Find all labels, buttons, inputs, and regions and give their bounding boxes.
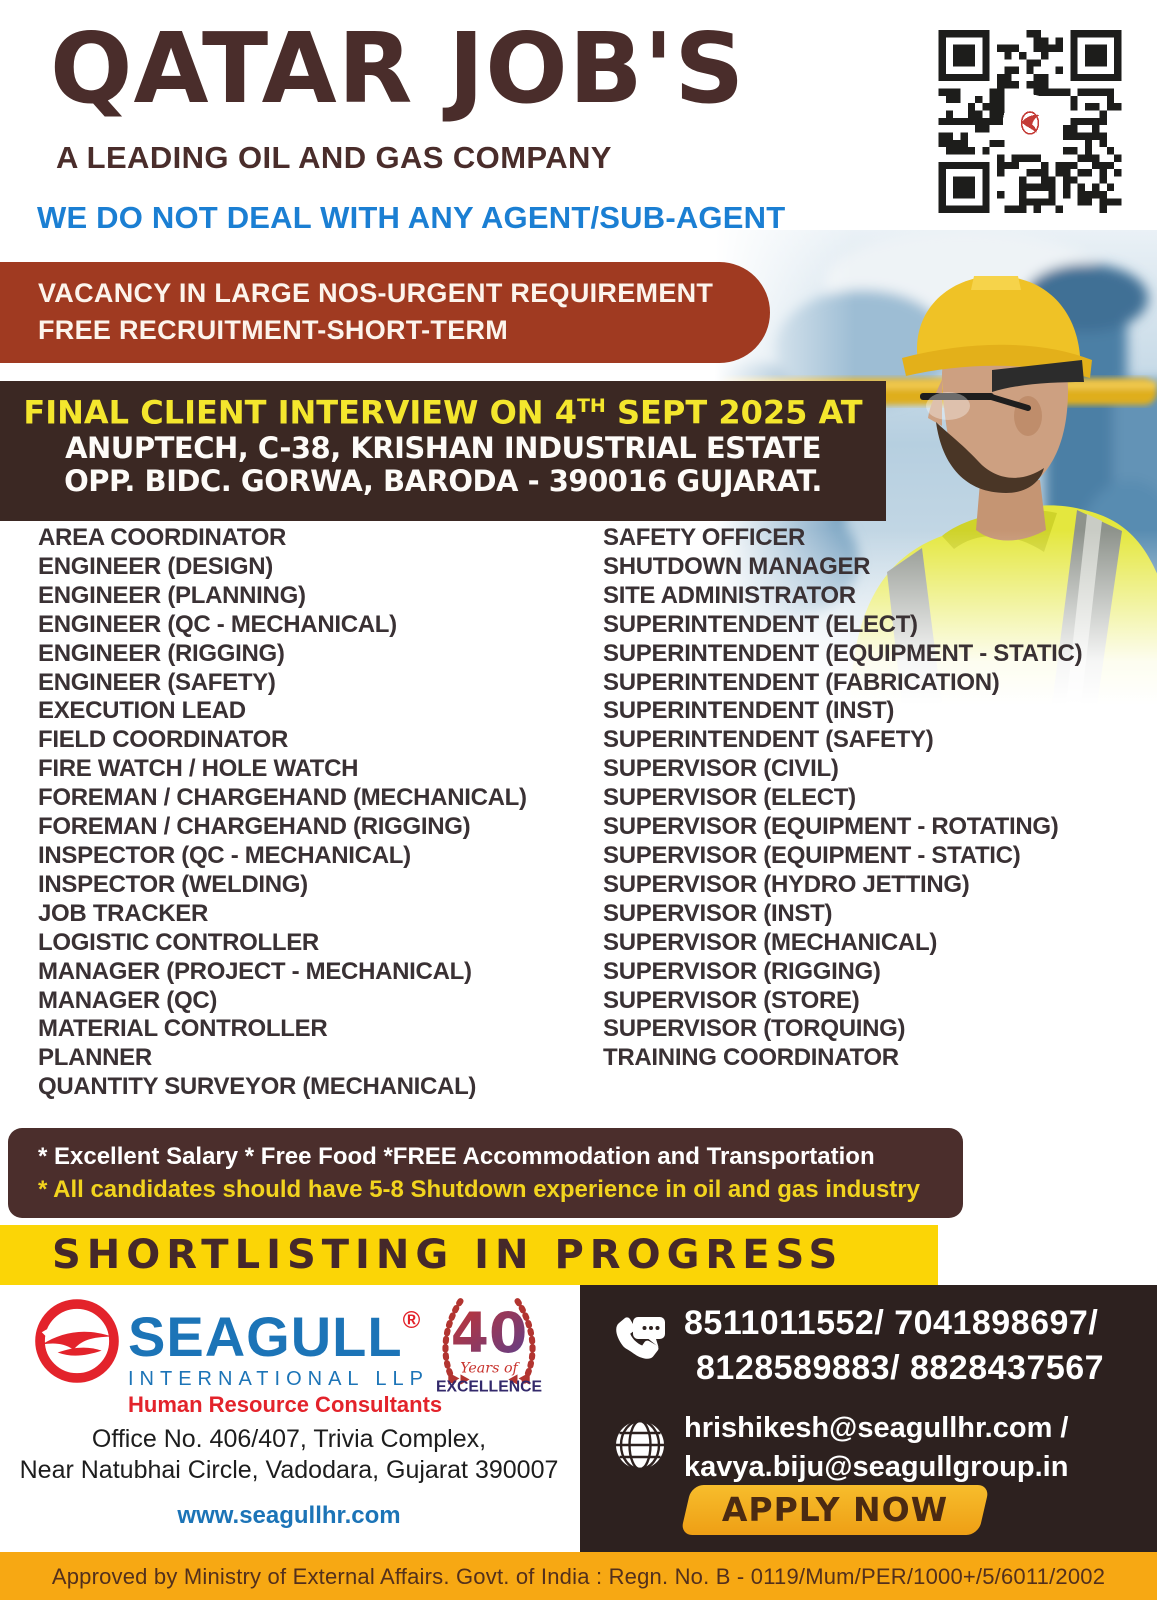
phone-numbers[interactable] bbox=[684, 1301, 1104, 1391]
job-item: FOREMAN / CHARGEHAND (MECHANICAL) bbox=[38, 784, 527, 812]
job-item: ENGINEER (PLANNING) bbox=[38, 581, 306, 609]
job-item: SUPERINTENDENT (SAFETY) bbox=[603, 726, 934, 754]
job-item: SUPERVISOR (CIVIL) bbox=[603, 755, 839, 783]
registered-trademark: ® bbox=[402, 1307, 422, 1334]
phone-line-2[interactable]: 8128589883/ 8828437567 bbox=[696, 1349, 1105, 1387]
website-link[interactable]: www.seagullhr.com bbox=[177, 1502, 401, 1529]
job-item: MANAGER (PROJECT - MECHANICAL) bbox=[38, 957, 472, 985]
job-item: SUPERVISOR (TORQUING) bbox=[603, 1015, 906, 1043]
job-item: SUPERINTENDENT (INST) bbox=[603, 697, 895, 725]
job-item: MANAGER (QC) bbox=[38, 986, 218, 1014]
job-item: ENGINEER (SAFETY) bbox=[38, 668, 276, 696]
job-item: JOB TRACKER bbox=[38, 899, 209, 927]
badge-years-of: Years of bbox=[460, 1360, 518, 1377]
job-item: SUPERVISOR (RIGGING) bbox=[603, 957, 881, 985]
address-line-2: Near Natubhai Circle, Vadodara, Gujarat 390007 bbox=[19, 1456, 559, 1484]
job-item: SUPERVISOR (INST) bbox=[603, 899, 833, 927]
job-item: FOREMAN / CHARGEHAND (RIGGING) bbox=[38, 813, 471, 841]
job-item: SUPERVISOR (MECHANICAL) bbox=[603, 928, 938, 956]
job-item: TRAINING COORDINATOR bbox=[603, 1044, 899, 1072]
approval-text: Approved by Ministry of External Affairs. Govt. of India : Regn. No. B - 0119/Mum/PER/1000+/5/6011/2002 bbox=[51, 1564, 1106, 1589]
company-name-sub: INTERNATIONAL LLP bbox=[128, 1368, 429, 1390]
job-item: ENGINEER (RIGGING) bbox=[38, 639, 285, 667]
job-item: ENGINEER (DESIGN) bbox=[38, 552, 273, 580]
job-item: FIELD COORDINATOR bbox=[38, 726, 289, 754]
perks-line-2: * All candidates should have 5-8 Shutdown experience in oil and gas industry bbox=[38, 1176, 920, 1203]
badge-number: 40 bbox=[450, 1301, 528, 1366]
interview-banner bbox=[0, 381, 886, 521]
job-item: QUANTITY SURVEYOR (MECHANICAL) bbox=[38, 1073, 477, 1101]
job-list-right bbox=[603, 524, 1082, 1073]
job-item: SUPERVISOR (EQUIPMENT - ROTATING) bbox=[603, 813, 1059, 841]
approval-footer bbox=[0, 1552, 1157, 1600]
address-line-1: Office No. 406/407, Trivia Complex, bbox=[91, 1425, 487, 1453]
job-item: SUPERVISOR (ELECT) bbox=[603, 784, 856, 812]
job-item: SHUTDOWN MANAGER bbox=[603, 552, 871, 580]
apply-now-button[interactable] bbox=[680, 1485, 990, 1535]
forty-years-badge bbox=[432, 1286, 546, 1416]
job-item: ENGINEER (QC - MECHANICAL) bbox=[38, 610, 397, 638]
interview-venue-line: ANUPTECH, C-38, KRISHAN INDUSTRIAL ESTATE bbox=[65, 430, 821, 465]
job-item: SUPERVISOR (HYDRO JETTING) bbox=[603, 870, 970, 898]
job-item: SUPERVISOR (EQUIPMENT - STATIC) bbox=[603, 841, 1021, 869]
job-item: INSPECTOR (WELDING) bbox=[38, 870, 308, 898]
job-item: SUPERINTENDENT (FABRICATION) bbox=[603, 668, 1000, 696]
globe-icon bbox=[612, 1417, 668, 1473]
contact-panel bbox=[580, 1285, 1157, 1552]
qr-code bbox=[933, 26, 1127, 217]
no-agent-disclaimer: WE DO NOT DEAL WITH ANY AGENT/SUB-AGENT bbox=[37, 200, 786, 235]
email-line-1[interactable]: hrishikesh@seagullhr.com / bbox=[684, 1412, 1069, 1444]
email-addresses[interactable] bbox=[684, 1409, 1068, 1487]
vacancy-line-2: FREE RECRUITMENT-SHORT-TERM bbox=[38, 315, 509, 345]
job-item: LOGISTIC CONTROLLER bbox=[38, 928, 319, 956]
job-list-left bbox=[38, 524, 527, 1102]
job-item: SUPERINTENDENT (ELECT) bbox=[603, 610, 918, 638]
job-item: FIRE WATCH / HOLE WATCH bbox=[38, 755, 359, 783]
company-type-subtitle: A LEADING OIL AND GAS COMPANY bbox=[56, 140, 612, 175]
job-item: SUPERINTENDENT (EQUIPMENT - STATIC) bbox=[603, 639, 1083, 667]
perks-line-1: * Excellent Salary * Free Food *FREE Accommodation and Transportation bbox=[38, 1143, 875, 1170]
email-line-2[interactable]: kavya.biju@seagullgroup.in bbox=[684, 1451, 1069, 1483]
office-address bbox=[0, 1424, 578, 1486]
job-item: SUPERVISOR (STORE) bbox=[603, 986, 860, 1014]
vacancy-banner bbox=[0, 262, 770, 363]
company-tagline: Human Resource Consultants bbox=[128, 1392, 443, 1417]
badge-excellence: EXCELLENCE bbox=[436, 1378, 542, 1396]
page-title: QATAR JOB'S bbox=[50, 12, 746, 125]
job-item: AREA COORDINATOR bbox=[38, 524, 287, 551]
interview-date-line: FINAL CLIENT INTERVIEW ON 4TH SEPT 2025 AT bbox=[23, 393, 863, 432]
job-item: MATERIAL CONTROLLER bbox=[38, 1015, 328, 1043]
phone-call-icon bbox=[608, 1309, 672, 1373]
job-item: EXECUTION LEAD bbox=[38, 697, 246, 725]
apply-now-label: APPLY NOW bbox=[721, 1490, 949, 1529]
vacancy-line-1: VACANCY IN LARGE NOS-URGENT REQUIREMENT bbox=[38, 278, 714, 308]
seagull-logo-icon bbox=[33, 1297, 121, 1385]
phone-line-1[interactable]: 8511011552/ 7041898697/ bbox=[684, 1304, 1099, 1342]
status-banner-text: SHORTLISTING IN PROGRESS bbox=[52, 1232, 844, 1278]
interview-city-line: OPP. BIDC. GORWA, BARODA - 390016 GUJARAT. bbox=[64, 464, 822, 499]
status-banner bbox=[0, 1225, 938, 1285]
job-item: SITE ADMINISTRATOR bbox=[603, 581, 856, 609]
company-name: SEAGULL® bbox=[128, 1305, 422, 1368]
job-item: INSPECTOR (QC - MECHANICAL) bbox=[38, 841, 411, 869]
job-item: PLANNER bbox=[38, 1044, 152, 1072]
perks-banner bbox=[8, 1128, 963, 1218]
job-item: SAFETY OFFICER bbox=[603, 524, 806, 551]
seagull-wordmark bbox=[128, 1292, 442, 1418]
